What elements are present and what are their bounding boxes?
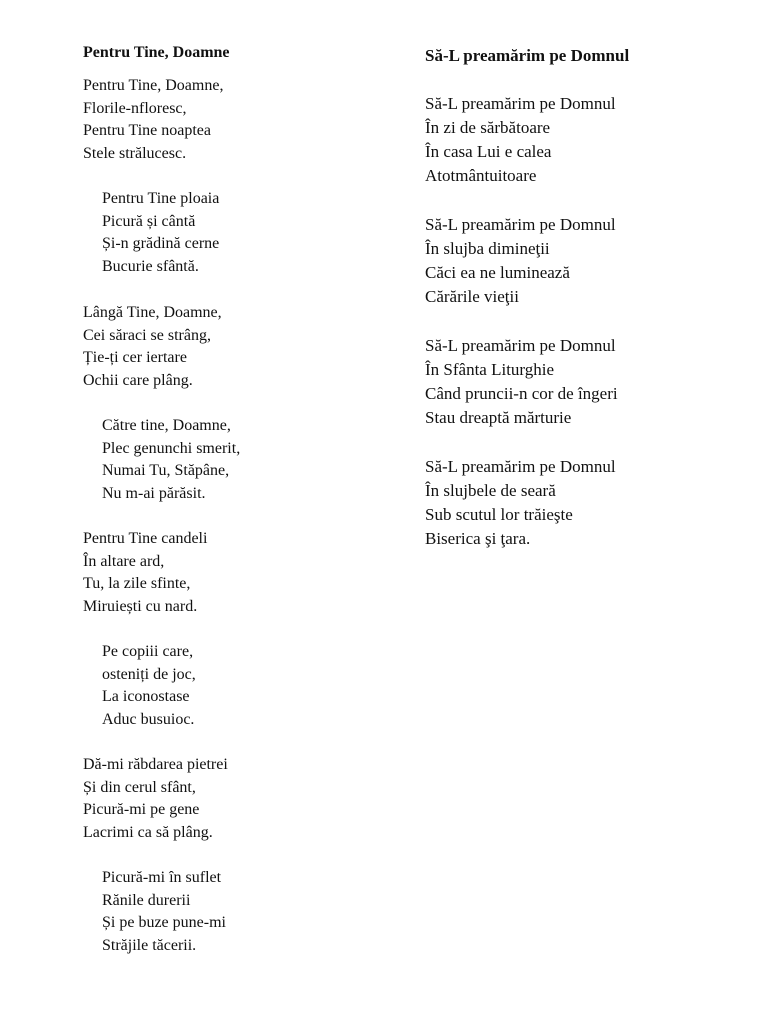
poem-line: Nu m-ai părăsit. bbox=[102, 485, 206, 503]
poem-line: Pentru Tine ploaia bbox=[102, 190, 220, 207]
left-stanza-3 bbox=[83, 302, 222, 393]
left-stanza-1 bbox=[83, 75, 223, 166]
poem-line: Către tine, Doamne, bbox=[102, 417, 231, 434]
poem-line: Cei săraci se strâng, bbox=[83, 326, 211, 344]
right-stanza-3 bbox=[425, 334, 618, 430]
right-stanza-1 bbox=[425, 92, 616, 188]
poem-line: Să-L preamărim pe Domnul bbox=[425, 457, 616, 476]
poem-line: În casa Lui e calea bbox=[425, 142, 552, 161]
poem-line: La iconostase bbox=[102, 688, 190, 706]
left-stanza-6 bbox=[83, 641, 196, 732]
poem-line: Picură-mi pe gene bbox=[83, 801, 200, 819]
poem-line: În slujba dimineţii bbox=[425, 239, 550, 258]
poem-line: Și pe buze pune-mi bbox=[102, 914, 226, 932]
poem-line: Stele strălucesc. bbox=[83, 145, 187, 163]
left-stanza-2 bbox=[83, 188, 219, 279]
poem-line: Florile-nfloresc, bbox=[83, 99, 187, 117]
poem-line: În altare ard, bbox=[83, 552, 165, 570]
left-stanza-7 bbox=[83, 754, 228, 845]
right-stanza-4 bbox=[425, 455, 616, 551]
right-stanza-2 bbox=[425, 213, 616, 309]
poem-line: Străjile tăcerii. bbox=[102, 937, 197, 955]
poem-line: Când pruncii-n cor de îngeri bbox=[425, 384, 618, 403]
poem-line: În Sfânta Liturghie bbox=[425, 360, 555, 379]
right-poem-title: Să-L preamărim pe Domnul bbox=[425, 46, 630, 65]
poem-line: Rănile durerii bbox=[102, 891, 191, 909]
poem-line: Aduc busuioc. bbox=[102, 711, 195, 729]
poem-line: Și-n grădină cerne bbox=[102, 235, 220, 253]
poem-line: Tu, la zile sfinte, bbox=[83, 575, 191, 593]
poem-line: Să-L preamărim pe Domnul bbox=[425, 336, 616, 355]
poem-line: Căci ea ne luminează bbox=[425, 263, 570, 282]
left-stanza-8 bbox=[83, 867, 226, 958]
poem-line: Să-L preamărim pe Domnul bbox=[425, 215, 616, 234]
poem-line: Ochii care plâng. bbox=[83, 372, 193, 390]
poem-line: Atotmântuitoare bbox=[425, 166, 537, 185]
poem-line: osteniți de joc, bbox=[102, 665, 196, 683]
poem-line: Pentru Tine noaptea bbox=[83, 122, 211, 140]
poem-line: Cărările vieţii bbox=[425, 287, 519, 306]
poem-line: Plec genunchi smerit, bbox=[102, 439, 241, 457]
poem-line: Să-L preamărim pe Domnul bbox=[425, 94, 616, 113]
poem-line: Biserica şi ţara. bbox=[425, 529, 531, 548]
left-poem-title: Pentru Tine, Doamne bbox=[83, 44, 230, 61]
poem-line: În zi de sărbătoare bbox=[425, 118, 551, 137]
poem-line: Lângă Tine, Doamne, bbox=[83, 304, 222, 321]
poem-line: Picură-mi în suflet bbox=[102, 869, 222, 886]
poem-line: Ție-ți cer iertare bbox=[83, 349, 187, 367]
poem-line: Picură și cântă bbox=[102, 212, 196, 230]
poem-line: Și din cerul sfânt, bbox=[83, 778, 196, 796]
poem-line: Miruiești cu nard. bbox=[83, 598, 198, 616]
poem-line: Dă-mi răbdarea pietrei bbox=[83, 756, 228, 773]
poem-line: Pentru Tine candeli bbox=[83, 530, 208, 547]
poem-line: Sub scutul lor trăieşte bbox=[425, 505, 573, 524]
poem-line: Pe copiii care, bbox=[102, 643, 194, 660]
poem-line: Stau dreaptă mărturie bbox=[425, 408, 572, 427]
poem-line: Numai Tu, Stăpâne, bbox=[102, 462, 230, 480]
poem-line: Bucurie sfântă. bbox=[102, 258, 199, 276]
poem-line: În slujbele de seară bbox=[425, 481, 556, 500]
left-stanza-5 bbox=[83, 528, 207, 619]
poem-line: Lacrimi ca să plâng. bbox=[83, 824, 213, 842]
poem-line: Pentru Tine, Doamne, bbox=[83, 77, 224, 94]
left-stanza-4 bbox=[83, 415, 240, 506]
